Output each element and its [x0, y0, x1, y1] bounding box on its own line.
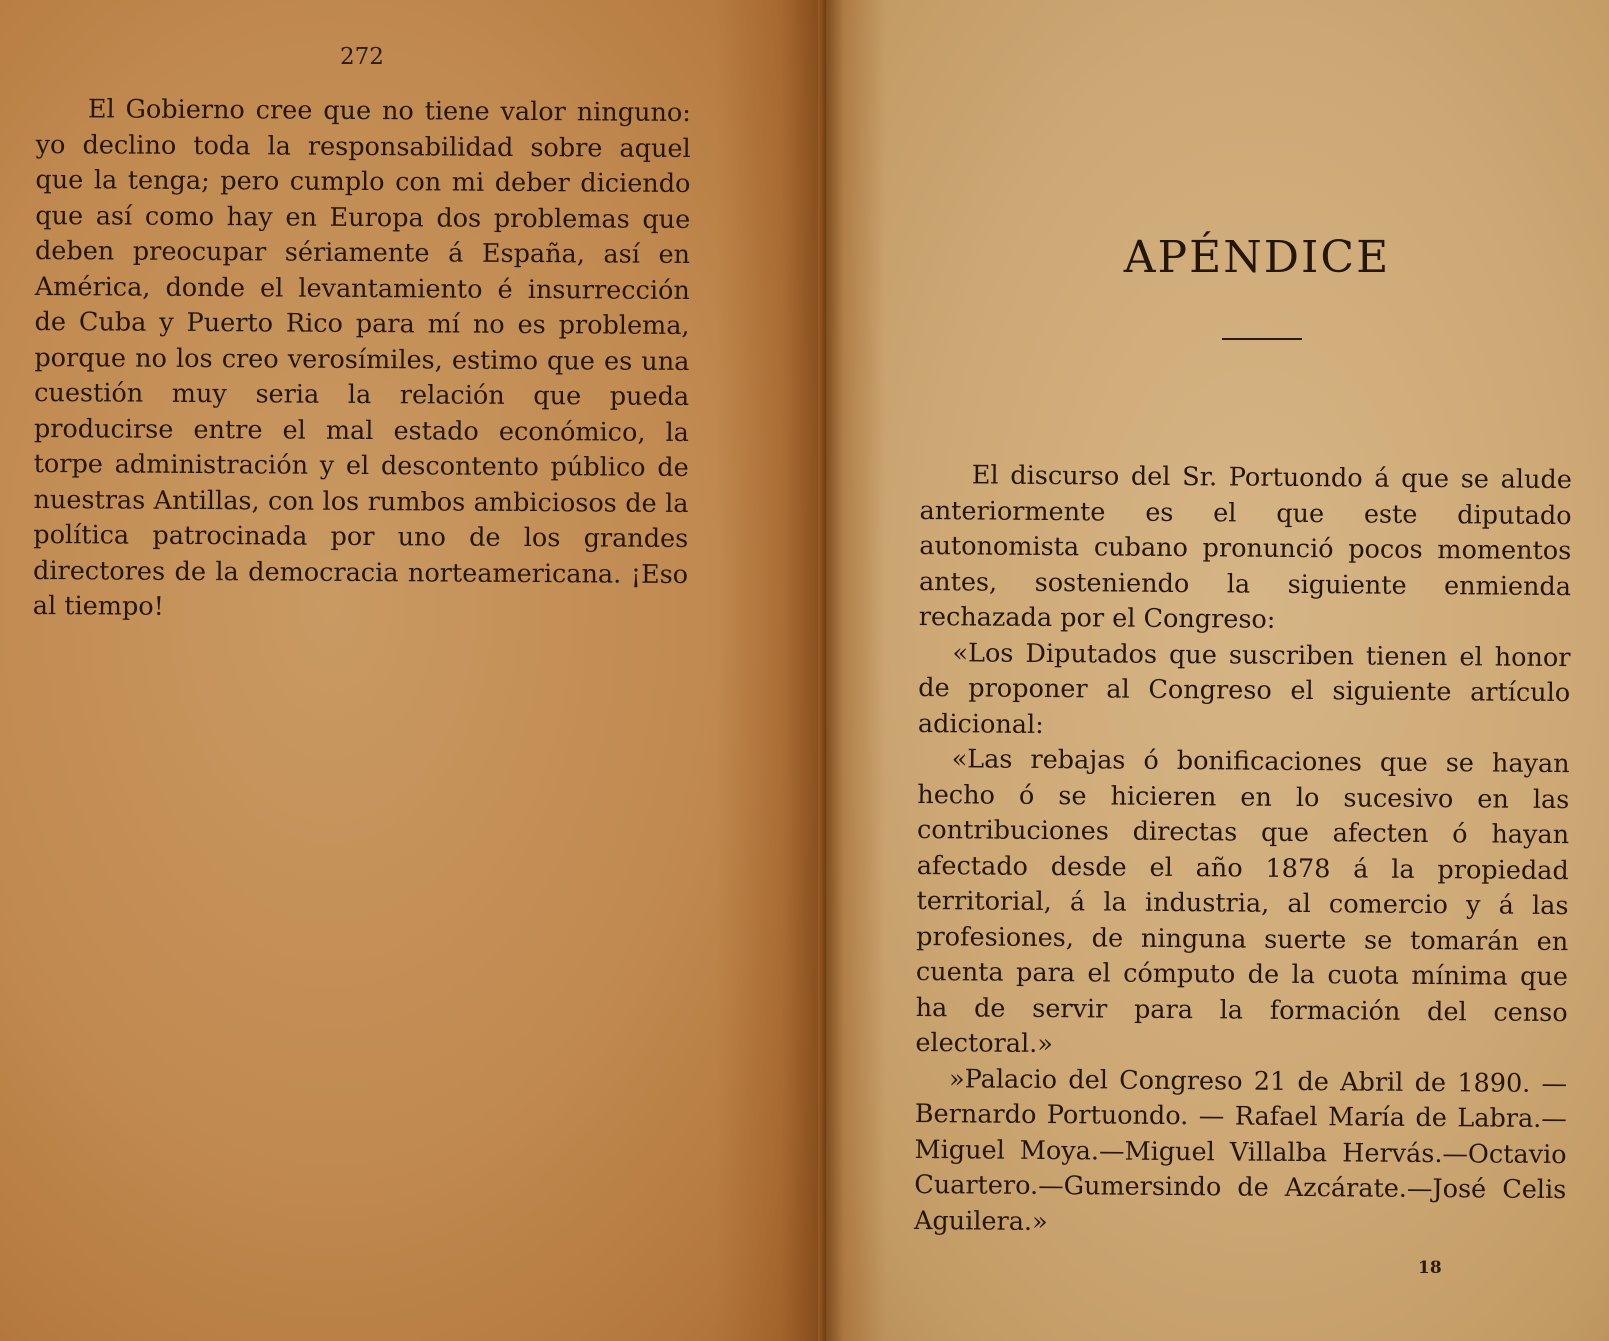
- paragraph: El discurso del Sr. Portuondo á que se alude anteriormente es el que este diputado autonomista cubano pronunció pocos momentos antes, sosteniendo la siguiente enmienda rechazada por el Congreso:: [918, 460, 1572, 635]
- right-page-text: [914, 458, 1572, 1244]
- paragraph: «Los Diputados que suscriben tienen el honor de proponer al Congreso el siguiente artículo adicional:: [917, 637, 1571, 740]
- signature-mark: 18: [1418, 1258, 1442, 1278]
- paragraph: El Gobierno cree que no tiene valor ninguno: yo declino toda la responsabilidad sobre aquel que la tenga; pero cumplo con mi deber diciendo que así como hay en Europa dos problemas que deben preocupar sériamente á España, así en América, donde el levantamiento é insurrección de Cuba y Puerto Rico para mí no es problema, porque no los creo verosímiles, estimo que es una cuestión muy seria la relación que pueda producirse entre el mal estado económico, la torpe administración y el descontento público de nuestras Antillas, con los rumbos ambiciosos de la política patrocinada por uno de los grandes directores de la democracia norteamericana. ¡Eso al tiempo!: [32, 94, 691, 622]
- paragraph: »Palacio del Congreso 21 de Abril de 1890. — Bernardo Portuondo. — Rafael María de Labra.—Miguel Moya.—Miguel Villalba Hervás.—Octavio Cuartero.—Gumersindo de Azcárate.—José Celis Aguilera.»: [913, 1063, 1568, 1237]
- appendix-title: APÉNDICE: [1123, 232, 1391, 283]
- left-page-number: 272: [340, 44, 384, 70]
- title-divider: [1222, 338, 1302, 340]
- paragraph: «Las rebajas ó bonificaciones que se hayan hecho ó se hicieren en lo sucesivo en las contribuciones directas que afecten ó hayan afectado desde el año 1878 á la propiedad territorial, á la industria, al comercio y á las profesiones, de ninguna suerte se tomarán en cuenta para el cómputo de la cuota mínima que ha de servir para la formación del censo electoral.»: [915, 744, 1570, 1060]
- left-page-text: [33, 92, 691, 628]
